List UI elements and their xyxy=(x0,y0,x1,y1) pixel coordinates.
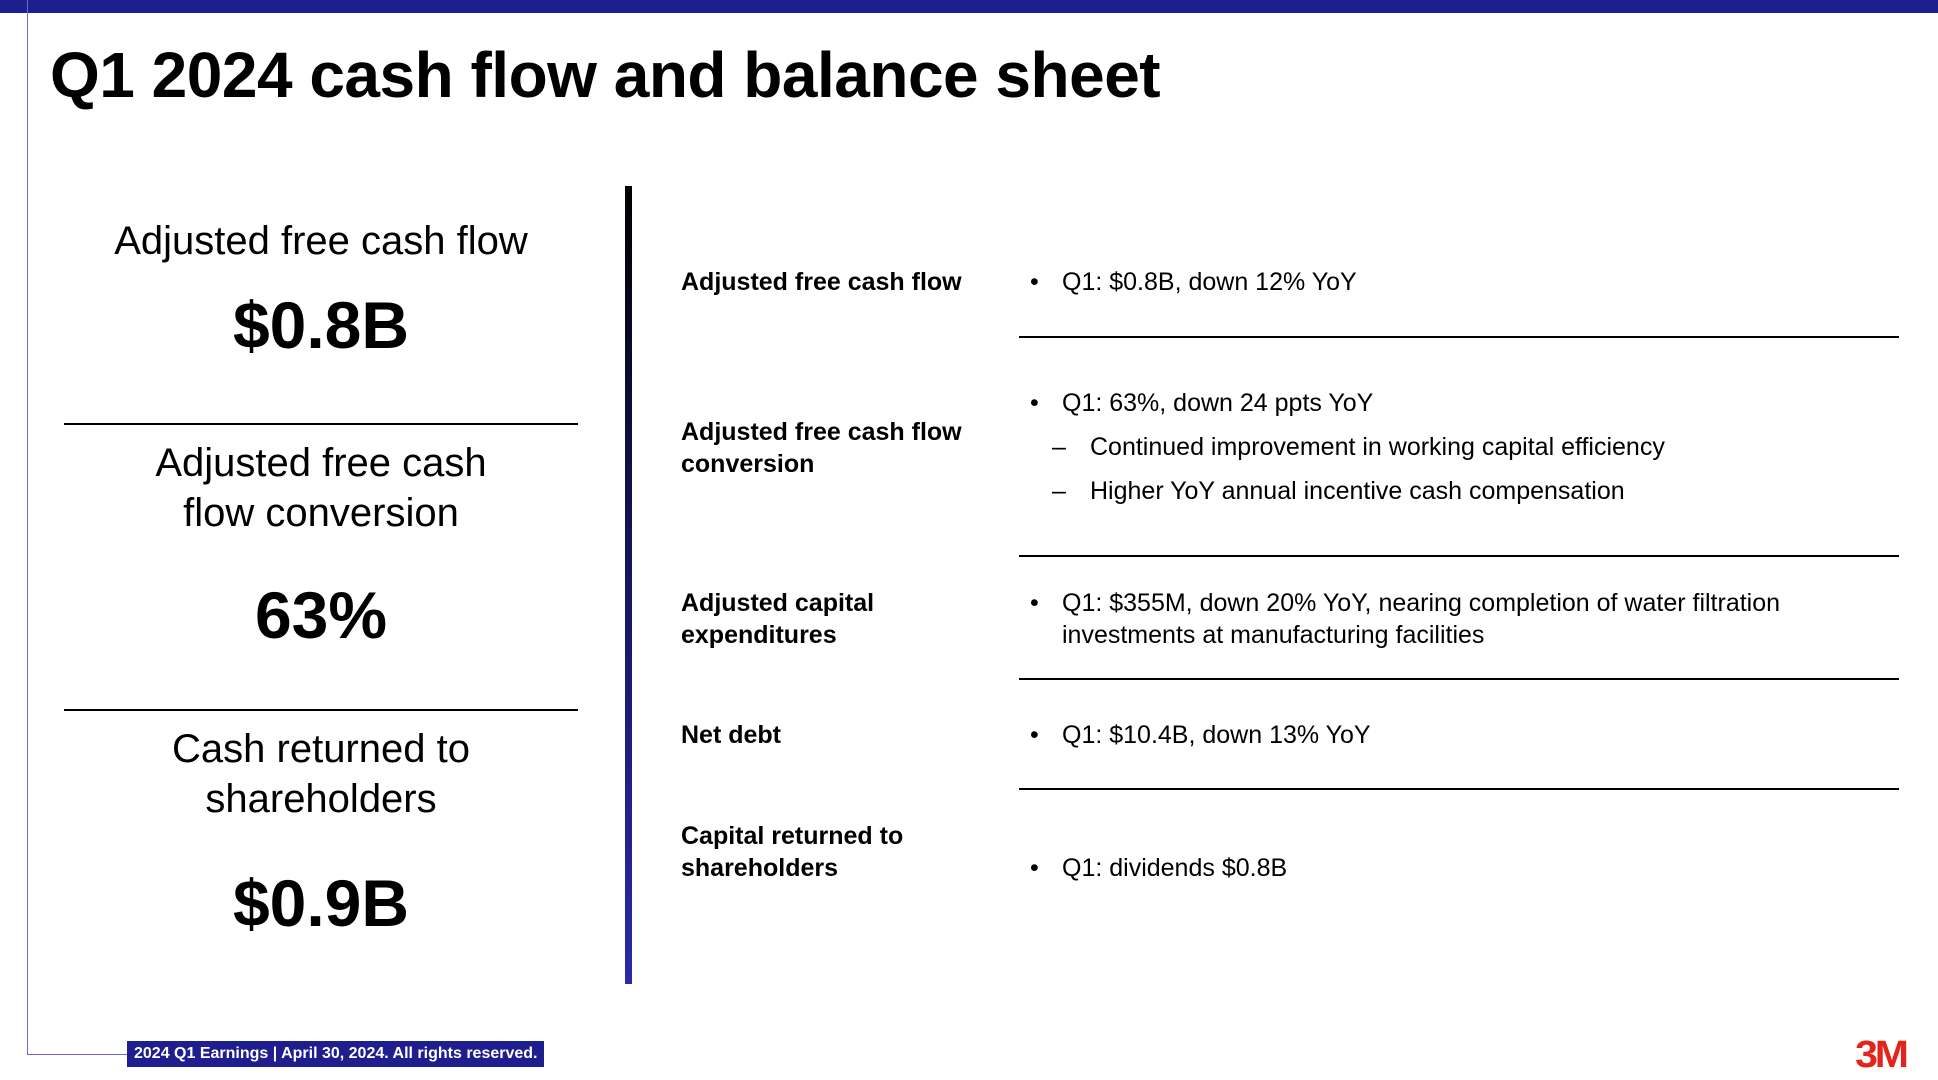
kpi-label-cash-returned: Cash returned to shareholders xyxy=(172,727,470,821)
detail-bullets-fcf-conversion xyxy=(1030,387,1910,507)
detail-bullets-capital-returned xyxy=(1030,852,1910,884)
brand-logo: 3M xyxy=(1855,1034,1906,1076)
sub-bullet-item xyxy=(1030,431,1910,463)
detail-divider xyxy=(1019,555,1899,557)
bullet-item xyxy=(1030,719,1910,751)
bullet-item xyxy=(1030,387,1910,419)
bullet-marker: • xyxy=(1030,389,1039,417)
detail-divider xyxy=(1019,336,1899,338)
bullet-marker: • xyxy=(1030,854,1039,882)
page-title: Q1 2024 cash flow and balance sheet xyxy=(50,39,1161,111)
bullet-text: Q1: $0.8B, down 12% YoY xyxy=(1062,268,1357,296)
kpi-divider xyxy=(64,709,578,711)
detail-divider xyxy=(1019,788,1899,790)
bullet-text: Q1: 63%, down 24 ppts YoY xyxy=(1062,389,1374,417)
dash-marker: – xyxy=(1052,477,1066,505)
kpi-label-fcf-conversion: Adjusted free cash flow conversion xyxy=(155,441,487,535)
bullet-marker: • xyxy=(1030,721,1039,749)
bullet-text: Q1: $10.4B, down 13% YoY xyxy=(1062,721,1371,749)
frame-line-horizontal xyxy=(27,1054,127,1055)
dash-marker: – xyxy=(1052,433,1066,461)
detail-divider xyxy=(1019,678,1899,680)
bullet-item xyxy=(1030,266,1910,298)
kpi-divider xyxy=(64,423,578,425)
sub-bullet-item xyxy=(1030,475,1910,507)
kpi-label-free-cash-flow: Adjusted free cash flow xyxy=(114,219,528,263)
frame-line-vertical xyxy=(27,0,28,1055)
detail-bullets-capex xyxy=(1030,587,1910,651)
sub-bullet-text: Higher YoY annual incentive cash compensation xyxy=(1090,477,1625,505)
sub-bullet-text: Continued improvement in working capital efficiency xyxy=(1090,433,1665,461)
top-accent-bar xyxy=(0,0,1938,13)
bullet-text: Q1: dividends $0.8B xyxy=(1062,854,1288,882)
detail-label-capital-returned: Capital returned to shareholders xyxy=(681,822,904,882)
footer-badge: 2024 Q1 Earnings | April 30, 2024. All rights reserved. xyxy=(127,1041,544,1067)
detail-label-net-debt: Net debt xyxy=(681,721,781,749)
detail-label-fcf-conversion: Adjusted free cash flow conversion xyxy=(681,418,962,478)
column-divider xyxy=(625,186,632,984)
detail-bullets-net-debt xyxy=(1030,719,1910,751)
detail-label-capex: Adjusted capital expenditures xyxy=(681,589,875,649)
bullet-text: Q1: $355M, down 20% YoY, nearing completion of water filtration investments at manufacturing facilities xyxy=(1062,589,1781,649)
kpi-value-cash-returned: $0.9B xyxy=(232,866,410,940)
bullet-item xyxy=(1030,852,1910,884)
detail-label-free-cash-flow: Adjusted free cash flow xyxy=(681,268,962,296)
bullet-marker: • xyxy=(1030,589,1039,617)
bullet-item xyxy=(1030,587,1910,651)
detail-bullets-free-cash-flow xyxy=(1030,266,1910,298)
bullet-marker: • xyxy=(1030,268,1039,296)
kpi-value-fcf-conversion: 63% xyxy=(254,578,388,652)
kpi-value-free-cash-flow: $0.8B xyxy=(232,288,410,362)
